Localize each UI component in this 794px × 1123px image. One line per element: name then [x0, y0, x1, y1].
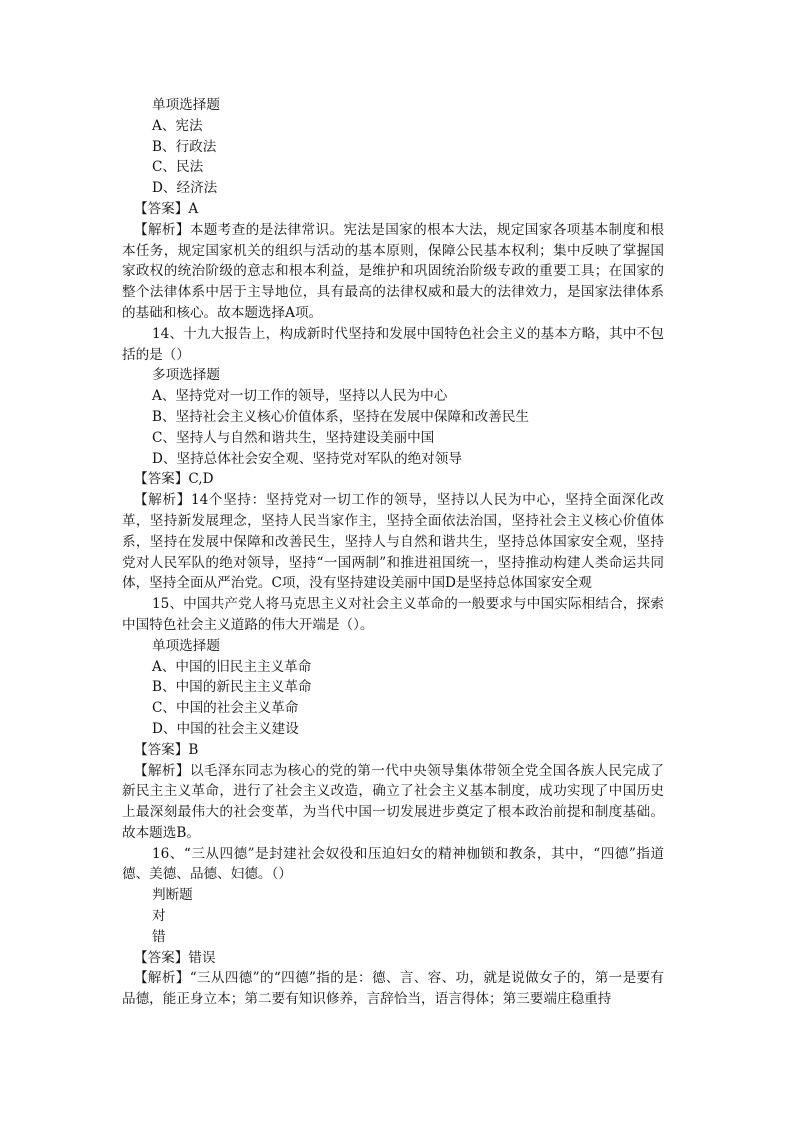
option-d: D、中国的社会主义建设 — [152, 720, 299, 737]
option-a: A、中国的旧民主主义革命 — [152, 658, 312, 675]
answer-value: B — [188, 741, 199, 758]
answer-value: A — [188, 200, 199, 217]
question-type: 多项选择题 — [152, 367, 220, 384]
option-true: 对 — [152, 908, 166, 925]
option-c: C、中国的社会主义革命 — [152, 700, 299, 717]
answer-value: 错误 — [188, 949, 216, 966]
option-c: C、坚持人与自然和谐共生，坚持建设美丽中国 — [152, 429, 435, 446]
analysis-text: “三从四德”的“四德”指的是：德、言、容、功，就是说做女子的，第一是要有品德，能正身立本；第二要有知识修养，言辞恰当，语言得体；第三要端庄稳重持 — [122, 970, 665, 1008]
analysis-label: 【解析】 — [134, 492, 191, 509]
answer-line — [122, 948, 664, 969]
option-b: B、行政法 — [152, 138, 217, 155]
question-stem: 16、“三从四德”是封建社会奴役和压迫妇女的精神枷锁和教条，其中，“四德”指道德、美德、品德、妇德。（） — [122, 845, 664, 883]
analysis-label: 【解析】 — [134, 221, 190, 238]
option-a: A、坚持党对一切工作的领导，坚持以人民为中心 — [152, 388, 448, 405]
analysis-paragraph — [122, 761, 664, 844]
option-d: D、经济法 — [152, 180, 218, 197]
option-b: B、坚持社会主义核心价值体系，坚持在发展中保障和改善民生 — [152, 408, 530, 425]
analysis-text: 14个坚持：坚持党对一切工作的领导，坚持以人民为中心，坚持全面深化改革，坚持新发展理念，坚持人民当家作主，坚持全面依法治国，坚持社会主义核心价值体系，坚持在发展中保障和改善民生，坚持人与自然和谐共生，坚持总体国家安全观，坚持党对人民军队的绝对领导，坚持“一国两制”和推进祖国统一，坚持推动构建人类命运共同体，坚持全面从严治党。C项，没有坚持建设美丽中国D是坚持总体国家安全观 — [122, 492, 664, 592]
question-stem: 14、十九大报告上，构成新时代坚持和发展中国特色社会主义的基本方略，其中不包括的是（） — [122, 325, 664, 363]
answer-line — [122, 469, 664, 490]
question-type: 判断题 — [152, 887, 193, 904]
question-stem: 15、中国共产党人将马克思主义对社会主义革命的一般要求与中国实际相结合，探索中国特色社会主义道路的伟大开端是（）。 — [122, 596, 664, 633]
analysis-text: 以毛泽东同志为核心的党的第一代中央领导集体带领全党全国各族人民完成了新民主主义革命，进行了社会主义改造，确立了社会主义基本制度，成功实现了中国历史上最深刻最伟大的社会变革，为当代中国一切发展进步奠定了根本政治前提和制度基础。故本题选B。 — [122, 762, 664, 841]
document-content — [122, 95, 664, 1010]
answer-label: 【答案】 — [134, 471, 189, 488]
answer-label: 【答案】 — [134, 741, 189, 758]
answer-label: 【答案】 — [134, 949, 189, 966]
option-d: D、坚持总体社会安全观、坚持党对军队的绝对领导 — [152, 450, 462, 467]
option-c: C、民法 — [152, 159, 204, 176]
analysis-label: 【解析】 — [134, 970, 190, 987]
answer-line — [122, 740, 664, 761]
option-false: 错 — [152, 928, 166, 945]
analysis-paragraph — [122, 490, 664, 594]
question-type: 单项选择题 — [152, 637, 220, 654]
analysis-text: 本题考查的是法律常识。宪法是国家的根本大法，规定国家各项基本制度和根本任务，规定国家机关的组织与活动的基本原则，保障公民基本权利；集中反映了掌握国家政权的统治阶级的意志和根本利益，是维护和巩固统治阶级专政的重要工具；在国家的整个法律体系中居于主导地位，具有最高的法律权威和最大的法律效力，是国家法律体系的基础和核心。故本题选择A项。 — [122, 221, 664, 321]
answer-label: 【答案】 — [134, 200, 189, 217]
analysis-paragraph — [122, 968, 664, 1010]
analysis-label: 【解析】 — [134, 762, 190, 779]
analysis-paragraph — [122, 220, 664, 324]
option-b: B、中国的新民主主义革命 — [152, 679, 312, 696]
option-a: A、宪法 — [152, 117, 203, 134]
question-type: 单项选择题 — [152, 97, 220, 113]
answer-value: C,D — [188, 471, 214, 488]
answer-line — [122, 199, 664, 220]
